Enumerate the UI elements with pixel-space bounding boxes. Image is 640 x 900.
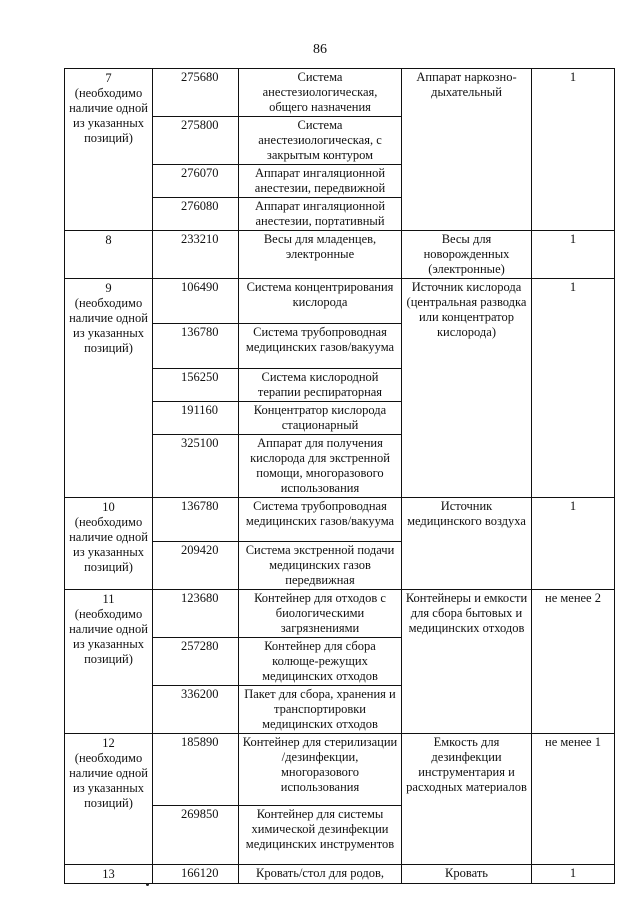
item-name: Система анестезиологическая, с закрытым контуром: [239, 117, 402, 165]
group-number-cell: [65, 590, 153, 734]
required-quantity: 1: [532, 231, 615, 279]
group-number: 13: [102, 867, 115, 881]
item-name: Аппарат для получения кислорода для экстренной помощи, многоразового использования: [239, 435, 402, 498]
item-name: Система кислородной терапии респираторная: [239, 369, 402, 402]
group-number: 10: [102, 500, 115, 514]
item-code: 257280: [153, 638, 239, 686]
equipment-table: [64, 68, 615, 884]
group-number: 8: [105, 233, 112, 247]
required-quantity: не менее 1: [532, 734, 615, 865]
group-note: (необходимо наличие одной из указанных позиций): [69, 86, 148, 145]
item-name: Пакет для сбора, хранения и транспортировки медицинских отходов: [239, 686, 402, 734]
item-code: 336200: [153, 686, 239, 734]
item-name: Система экстренной подачи медицинских газов передвижная: [239, 542, 402, 590]
equipment-name: Контейнеры и емкости для сбора бытовых и медицинских отходов: [402, 590, 532, 734]
item-code: 166120: [153, 865, 239, 884]
required-quantity: не менее 2: [532, 590, 615, 734]
item-name: Система трубопроводная медицинских газов/вакуума: [239, 324, 402, 369]
item-code: 191160: [153, 402, 239, 435]
group-number-cell: [65, 498, 153, 590]
item-code: 275680: [153, 69, 239, 117]
item-name: Концентратор кислорода стационарный: [239, 402, 402, 435]
table-row: [65, 590, 615, 638]
group-number-cell: [65, 279, 153, 498]
equipment-name: Емкость для дезинфекции инструментария и расходных материалов: [402, 734, 532, 865]
required-quantity: 1: [532, 865, 615, 884]
group-number-cell: [65, 734, 153, 865]
equipment-name: Источник кислорода (центральная разводка или концентратор кислорода): [402, 279, 532, 498]
item-name: Система концентрирования кислорода: [239, 279, 402, 324]
equipment-name: Кровать: [402, 865, 532, 884]
item-code: 209420: [153, 542, 239, 590]
group-number-cell: [65, 231, 153, 279]
table-row: [65, 279, 615, 324]
item-code: 123680: [153, 590, 239, 638]
item-name: Контейнер для системы химической дезинфекции медицинских инструментов: [239, 806, 402, 865]
item-code: 106490: [153, 279, 239, 324]
item-name: Система трубопроводная медицинских газов/вакуума: [239, 498, 402, 542]
item-name: Весы для младенцев, электронные: [239, 231, 402, 279]
table-row: [65, 498, 615, 542]
group-note: (необходимо наличие одной из указанных позиций): [69, 607, 148, 666]
equipment-name: Аппарат наркозно-дыхательный: [402, 69, 532, 231]
group-note: (необходимо наличие одной из указанных позиций): [69, 515, 148, 574]
page-number: 86: [313, 42, 327, 57]
item-code: 275800: [153, 117, 239, 165]
item-name: Система анестезиологическая, общего назначения: [239, 69, 402, 117]
required-quantity: 1: [532, 279, 615, 498]
item-name: Контейнер для стерилизации /дезинфекции, многоразового использования: [239, 734, 402, 806]
item-code: 233210: [153, 231, 239, 279]
required-quantity: 1: [532, 498, 615, 590]
item-code: 136780: [153, 498, 239, 542]
scan-speck: [146, 883, 149, 886]
group-number: 7: [105, 71, 112, 85]
item-code: 276070: [153, 165, 239, 198]
item-name: Кровать/стол для родов,: [239, 865, 402, 884]
item-code: 185890: [153, 734, 239, 806]
item-code: 136780: [153, 324, 239, 369]
equipment-name: Источник медицинского воздуха: [402, 498, 532, 590]
table-row: [65, 69, 615, 117]
group-number: 12: [102, 736, 115, 750]
item-name: Аппарат ингаляционной анестезии, передвижной: [239, 165, 402, 198]
table-row: [65, 231, 615, 279]
group-number: 11: [102, 592, 115, 606]
item-code: 276080: [153, 198, 239, 231]
group-number-cell: [65, 865, 153, 884]
equipment-name: Весы для новорожденных (электронные): [402, 231, 532, 279]
item-name: Контейнер для отходов с биологическими загрязнениями: [239, 590, 402, 638]
table-row: [65, 734, 615, 806]
required-quantity: 1: [532, 69, 615, 231]
group-note: (необходимо наличие одной из указанных позиций): [69, 296, 148, 355]
item-code: 156250: [153, 369, 239, 402]
table-row: [65, 865, 615, 884]
item-code: 325100: [153, 435, 239, 498]
group-number-cell: [65, 69, 153, 231]
item-code: 269850: [153, 806, 239, 865]
group-number: 9: [105, 281, 112, 295]
item-name: Контейнер для сбора колюще-режущих медицинских отходов: [239, 638, 402, 686]
group-note: (необходимо наличие одной из указанных позиций): [69, 751, 148, 810]
item-name: Аппарат ингаляционной анестезии, портативный: [239, 198, 402, 231]
